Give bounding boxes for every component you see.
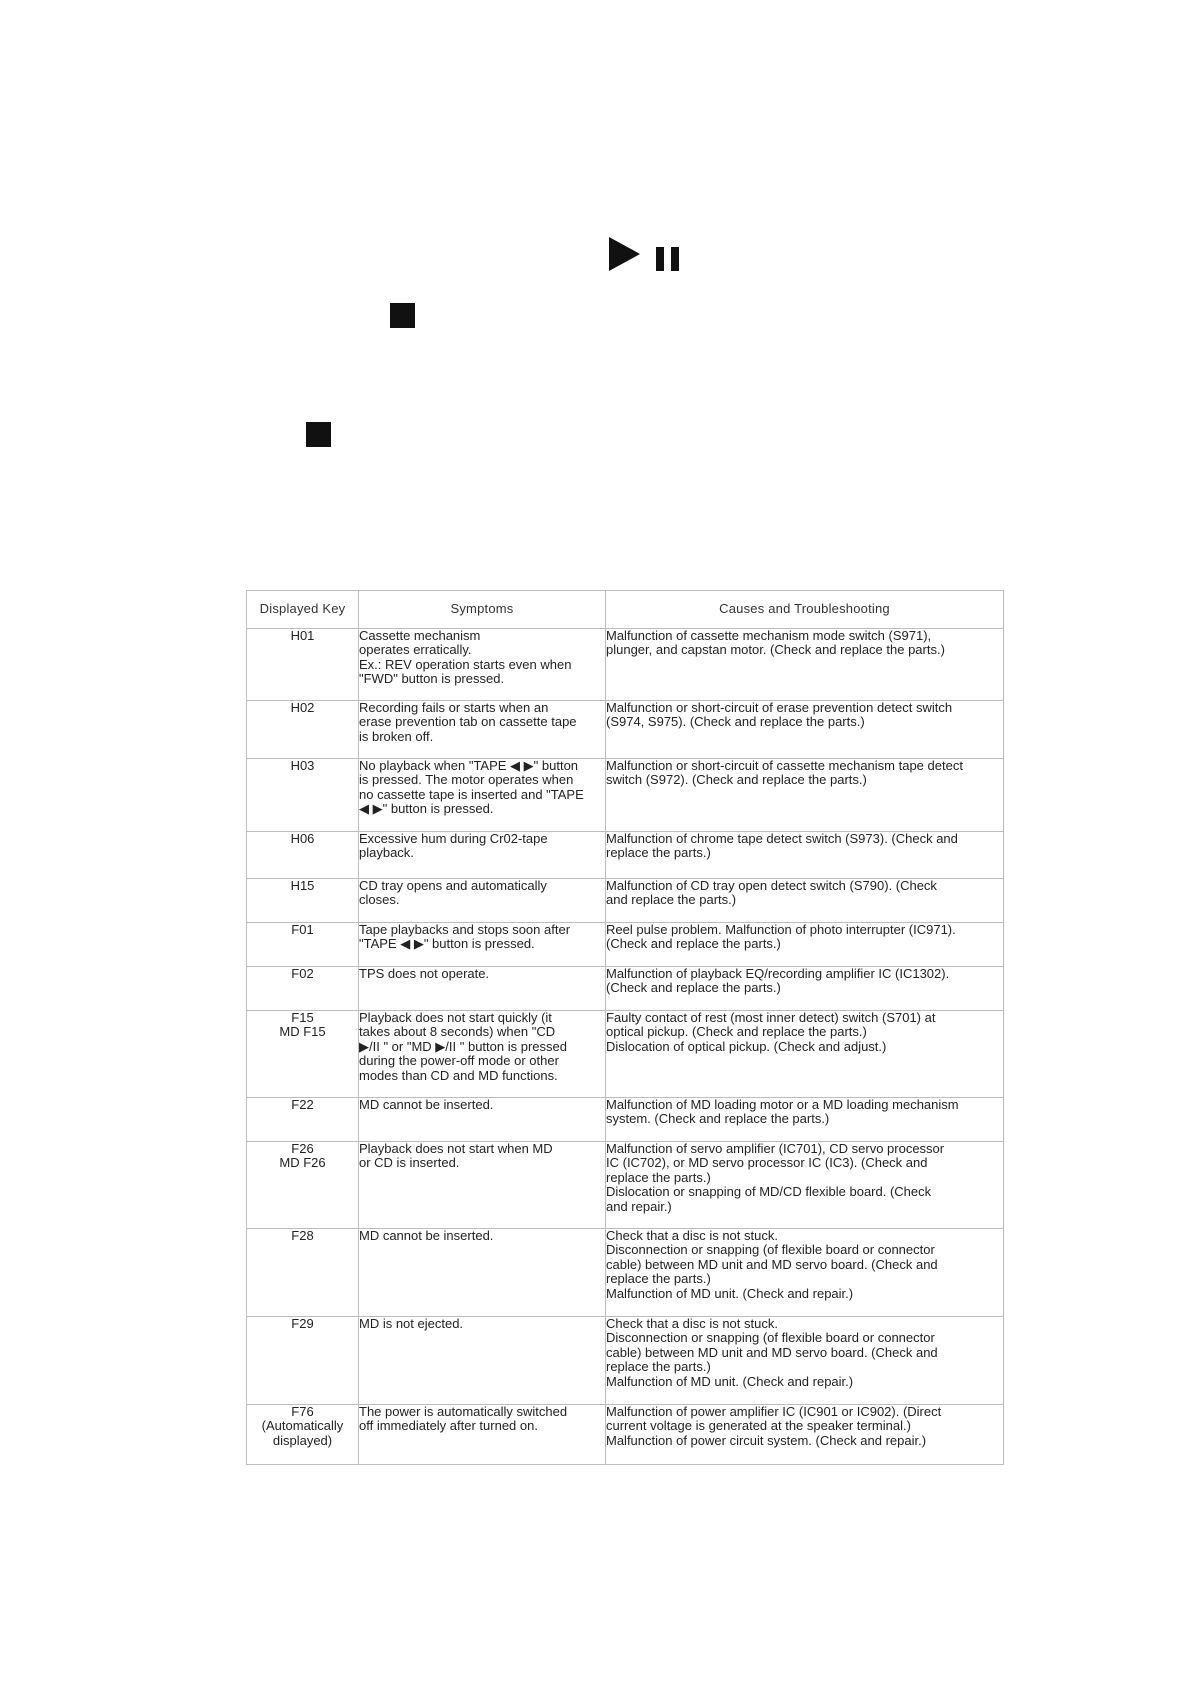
table-row <box>247 1098 1004 1142</box>
table-row <box>247 923 1004 967</box>
header-symptoms: Symptoms <box>359 591 606 629</box>
table-row <box>247 1229 1004 1317</box>
row-key: F01 <box>247 923 359 967</box>
row-symptom: MD is not ejected. <box>359 1317 606 1405</box>
table-row <box>247 759 1004 832</box>
row-key: F76 (Automatically displayed) <box>247 1405 359 1465</box>
pause-icon <box>656 247 679 271</box>
row-cause: Check that a disc is not stuck. Disconnection or snapping (of flexible board or connector cable) between MD unit and MD servo board. (Check and replace the parts.) Malfunction of MD unit. (Check and repair.) <box>606 1317 1004 1405</box>
row-cause: Check that a disc is not stuck. Disconnection or snapping (of flexible board or connector cable) between MD unit and MD servo board. (Check and replace the parts.) Malfunction of MD unit. (Check and repair.) <box>606 1229 1004 1317</box>
row-key: H02 <box>247 701 359 759</box>
row-symptom: The power is automatically switched off immediately after turned on. <box>359 1405 606 1465</box>
row-symptom: No playback when "TAPE ◀ ▶" button is pressed. The motor operates when no cassette tape is inserted and "TAPE ◀ ▶" button is pressed. <box>359 759 606 832</box>
table-row <box>247 629 1004 701</box>
row-cause: Reel pulse problem. Malfunction of photo interrupter (IC971). (Check and replace the parts.) <box>606 923 1004 967</box>
row-symptom: Playback does not start when MD or CD is inserted. <box>359 1142 606 1229</box>
row-symptom: Tape playbacks and stops soon after "TAPE ◀ ▶" button is pressed. <box>359 923 606 967</box>
row-key: F02 <box>247 967 359 1011</box>
row-symptom: CD tray opens and automatically closes. <box>359 879 606 923</box>
row-cause: Malfunction of CD tray open detect switch (S790). (Check and replace the parts.) <box>606 879 1004 923</box>
row-cause: Malfunction or short-circuit of erase prevention detect switch (S974, S975). (Check and replace the parts.) <box>606 701 1004 759</box>
row-symptom: Cassette mechanism operates erratically. Ex.: REV operation starts even when "FWD" button is pressed. <box>359 629 606 701</box>
row-cause: Malfunction of power amplifier IC (IC901 or IC902). (Direct current voltage is generated at the speaker terminal.) Malfunction of power circuit system. (Check and repair.) <box>606 1405 1004 1465</box>
row-cause: Malfunction of cassette mechanism mode switch (S971), plunger, and capstan motor. (Check and replace the parts.) <box>606 629 1004 701</box>
row-key: F26 MD F26 <box>247 1142 359 1229</box>
table-row <box>247 1317 1004 1405</box>
row-key: H01 <box>247 629 359 701</box>
table-header-row <box>247 591 1004 629</box>
header-displayed-key: Displayed Key <box>247 591 359 629</box>
row-symptom: MD cannot be inserted. <box>359 1098 606 1142</box>
row-cause: Malfunction of chrome tape detect switch (S973). (Check and replace the parts.) <box>606 832 1004 879</box>
table-row <box>247 1142 1004 1229</box>
table-row <box>247 832 1004 879</box>
table-row <box>247 701 1004 759</box>
stop-icon <box>390 303 415 328</box>
row-symptom: MD cannot be inserted. <box>359 1229 606 1317</box>
row-key: H15 <box>247 879 359 923</box>
row-cause: Malfunction or short-circuit of cassette mechanism tape detect switch (S972). (Check and replace the parts.) <box>606 759 1004 832</box>
row-cause: Faulty contact of rest (most inner detect) switch (S701) at optical pickup. (Check and replace the parts.) Dislocation of optical pickup. (Check and adjust.) <box>606 1011 1004 1098</box>
row-key: F28 <box>247 1229 359 1317</box>
table-row <box>247 1011 1004 1098</box>
row-key: H03 <box>247 759 359 832</box>
row-cause: Malfunction of servo amplifier (IC701), CD servo processor IC (IC702), or MD servo processor IC (IC3). (Check and replace the parts.) Dislocation or snapping of MD/CD flexible board. (Check and repair.) <box>606 1142 1004 1229</box>
table-row <box>247 1405 1004 1465</box>
troubleshooting-table <box>246 590 1004 1465</box>
row-symptom: Recording fails or starts when an erase prevention tab on cassette tape is broken off. <box>359 701 606 759</box>
play-icon <box>609 237 640 271</box>
stop-icon <box>306 422 331 447</box>
row-symptom: Playback does not start quickly (it takes about 8 seconds) when "CD ▶/II " or "MD ▶/II " button is pressed during the power-off mode or other modes than CD and MD functions. <box>359 1011 606 1098</box>
table-row <box>247 879 1004 923</box>
row-key: F22 <box>247 1098 359 1142</box>
row-key: H06 <box>247 832 359 879</box>
row-symptom: TPS does not operate. <box>359 967 606 1011</box>
row-key: F29 <box>247 1317 359 1405</box>
row-cause: Malfunction of MD loading motor or a MD loading mechanism system. (Check and replace the parts.) <box>606 1098 1004 1142</box>
row-cause: Malfunction of playback EQ/recording amplifier IC (IC1302). (Check and replace the parts.) <box>606 967 1004 1011</box>
table-row <box>247 967 1004 1011</box>
row-symptom: Excessive hum during Cr02-tape playback. <box>359 832 606 879</box>
header-causes: Causes and Troubleshooting <box>606 591 1004 629</box>
row-key: F15 MD F15 <box>247 1011 359 1098</box>
